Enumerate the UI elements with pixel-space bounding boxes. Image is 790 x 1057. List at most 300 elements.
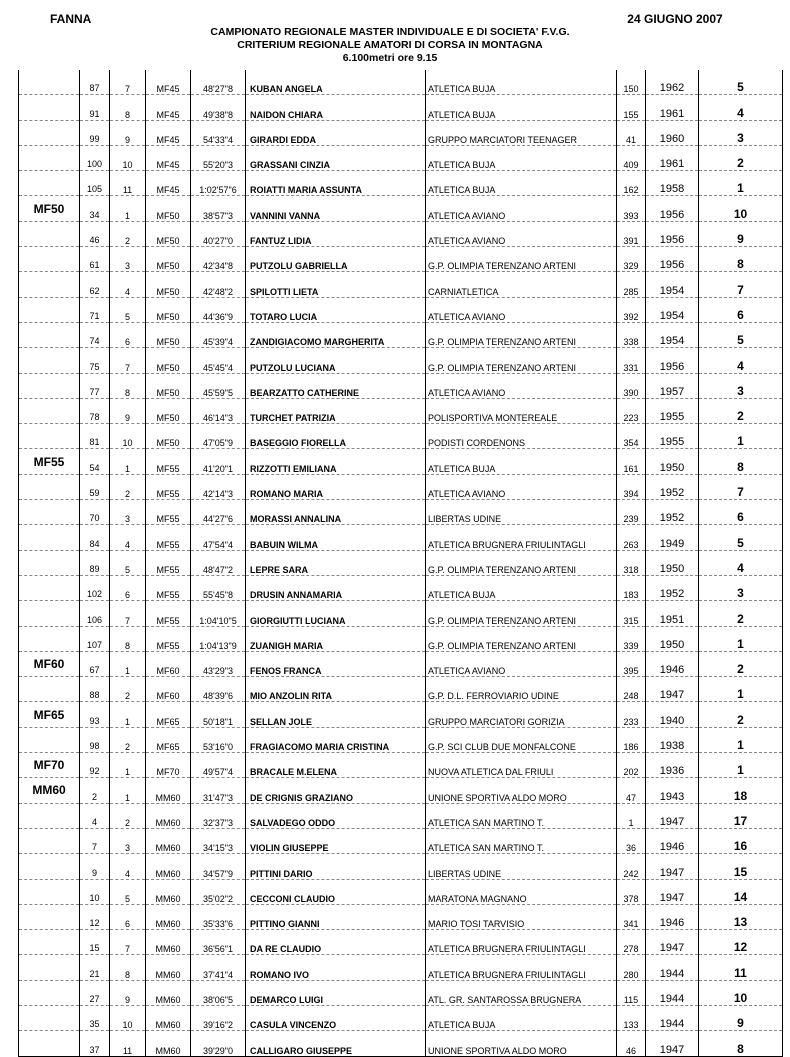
finish-time: 44'36"9 — [191, 297, 246, 322]
category-cell — [19, 980, 80, 1005]
results-table — [18, 70, 783, 1057]
category-code: MF55 — [146, 601, 191, 626]
bib-number: 54 — [80, 449, 110, 474]
club-name: NUOVA ATLETICA DAL FRIULI — [426, 753, 617, 778]
birth-year: 1954 — [646, 297, 699, 322]
bib-number: 46 — [80, 221, 110, 246]
athlete-name: CALLIGARO GIUSEPPE — [246, 1031, 426, 1056]
finish-time: 34'15"3 — [191, 828, 246, 853]
category-position: 1 — [110, 778, 146, 803]
category-cell — [19, 474, 80, 499]
bib-number: 34 — [80, 196, 110, 221]
points: 1 — [699, 677, 783, 702]
points: 2 — [699, 145, 783, 170]
club-code: 41 — [617, 120, 646, 145]
club-name: GRUPPO MARCIATORI GORIZIA — [426, 702, 617, 727]
club-code: 285 — [617, 272, 646, 297]
club-name: LIBERTAS UDINE — [426, 854, 617, 879]
finish-time: 48'47"2 — [191, 550, 246, 575]
points: 1 — [699, 753, 783, 778]
club-name: POLISPORTIVA MONTEREALE — [426, 398, 617, 423]
athlete-name: BEARZATTO CATHERINE — [246, 373, 426, 398]
table-row — [19, 626, 783, 651]
finish-time: 36'56"1 — [191, 930, 246, 955]
finish-time: 47'05"9 — [191, 424, 246, 449]
club-code: 409 — [617, 145, 646, 170]
athlete-name: TOTARO LUCIA — [246, 297, 426, 322]
club-code: 150 — [617, 70, 646, 95]
table-row — [19, 955, 783, 980]
birth-year: 1949 — [646, 525, 699, 550]
points: 4 — [699, 550, 783, 575]
table-row — [19, 1031, 783, 1056]
finish-time: 42'48"2 — [191, 272, 246, 297]
club-name: MARIO TOSI TARVISIO — [426, 904, 617, 929]
category-code: MM60 — [146, 980, 191, 1005]
club-code: 339 — [617, 626, 646, 651]
category-position: 9 — [110, 120, 146, 145]
athlete-name: SELLAN JOLE — [246, 702, 426, 727]
club-code: 233 — [617, 702, 646, 727]
athlete-name: DEMARCO LUIGI — [246, 980, 426, 1005]
athlete-name: PUTZOLU LUCIANA — [246, 348, 426, 373]
category-code: MM60 — [146, 828, 191, 853]
category-position: 7 — [110, 601, 146, 626]
finish-time: 49'57"4 — [191, 753, 246, 778]
event-title — [150, 26, 630, 65]
category-position: 5 — [110, 297, 146, 322]
table-row — [19, 702, 783, 727]
bib-number: 71 — [80, 297, 110, 322]
table-row — [19, 651, 783, 676]
club-name: MARATONA MAGNANO — [426, 879, 617, 904]
club-name: ATLETICA SAN MARTINO T. — [426, 803, 617, 828]
points: 9 — [699, 221, 783, 246]
category-position: 6 — [110, 575, 146, 600]
club-name: ATLETICA AVIANO — [426, 474, 617, 499]
club-name: G.P. OLIMPIA TERENZANO ARTENI — [426, 348, 617, 373]
bib-number: 91 — [80, 95, 110, 120]
club-name: ATLETICA BUJA — [426, 1005, 617, 1030]
birth-year: 1947 — [646, 1031, 699, 1056]
birth-year: 1956 — [646, 348, 699, 373]
athlete-name: SPILOTTI LIETA — [246, 272, 426, 297]
category-code: MF50 — [146, 322, 191, 347]
points: 11 — [699, 955, 783, 980]
points: 13 — [699, 904, 783, 929]
category-code: MM60 — [146, 1031, 191, 1056]
table-row — [19, 550, 783, 575]
athlete-name: TURCHET PATRIZIA — [246, 398, 426, 423]
athlete-name: MORASSI ANNALINA — [246, 500, 426, 525]
club-code: 278 — [617, 930, 646, 955]
category-cell — [19, 373, 80, 398]
bib-number: 77 — [80, 373, 110, 398]
table-row — [19, 373, 783, 398]
club-name: ATL. GR. SANTAROSSA BRUGNERA — [426, 980, 617, 1005]
athlete-name: SALVADEGO ODDO — [246, 803, 426, 828]
birth-year: 1952 — [646, 474, 699, 499]
category-cell — [19, 120, 80, 145]
finish-time: 55'45"8 — [191, 575, 246, 600]
club-code: 338 — [617, 322, 646, 347]
category-cell: MF65 — [19, 702, 80, 727]
category-cell — [19, 575, 80, 600]
category-code: MF65 — [146, 727, 191, 752]
category-code: MF50 — [146, 424, 191, 449]
finish-time: 50'18"1 — [191, 702, 246, 727]
category-position: 2 — [110, 474, 146, 499]
club-code: 318 — [617, 550, 646, 575]
points: 14 — [699, 879, 783, 904]
category-code: MF45 — [146, 70, 191, 95]
table-row — [19, 904, 783, 929]
birth-year: 1944 — [646, 980, 699, 1005]
club-code: 186 — [617, 727, 646, 752]
athlete-name: FENOS FRANCA — [246, 651, 426, 676]
birth-year: 1946 — [646, 651, 699, 676]
category-position: 8 — [110, 95, 146, 120]
club-code: 242 — [617, 854, 646, 879]
birth-year: 1950 — [646, 626, 699, 651]
club-code: 36 — [617, 828, 646, 853]
category-position: 4 — [110, 854, 146, 879]
category-position: 8 — [110, 626, 146, 651]
birth-year: 1961 — [646, 145, 699, 170]
athlete-name: BABUIN WILMA — [246, 525, 426, 550]
category-cell — [19, 272, 80, 297]
bib-number: 105 — [80, 171, 110, 196]
table-row — [19, 221, 783, 246]
category-position: 1 — [110, 196, 146, 221]
bib-number: 59 — [80, 474, 110, 499]
finish-time: 1:02'57"6 — [191, 171, 246, 196]
birth-year: 1961 — [646, 95, 699, 120]
table-row — [19, 1005, 783, 1030]
table-row — [19, 95, 783, 120]
bib-number: 102 — [80, 575, 110, 600]
athlete-name: CECCONI CLAUDIO — [246, 879, 426, 904]
finish-time: 40'27"0 — [191, 221, 246, 246]
bib-number: 74 — [80, 322, 110, 347]
title-line-2: CRITERIUM REGIONALE AMATORI DI CORSA IN MONTAGNA — [237, 39, 543, 51]
points: 8 — [699, 449, 783, 474]
birth-year: 1938 — [646, 727, 699, 752]
points: 8 — [699, 247, 783, 272]
category-code: MM60 — [146, 803, 191, 828]
birth-year: 1952 — [646, 500, 699, 525]
finish-time: 47'54"4 — [191, 525, 246, 550]
category-cell — [19, 904, 80, 929]
athlete-name: ROMANO IVO — [246, 955, 426, 980]
club-code: 392 — [617, 297, 646, 322]
birth-year: 1954 — [646, 272, 699, 297]
birth-year: 1944 — [646, 1005, 699, 1030]
points: 2 — [699, 651, 783, 676]
finish-time: 1:04'13"9 — [191, 626, 246, 651]
category-code: MF50 — [146, 348, 191, 373]
event-date: 24 GIUGNO 2007 — [627, 12, 723, 26]
category-code: MM60 — [146, 778, 191, 803]
points: 1 — [699, 626, 783, 651]
birth-year: 1962 — [646, 70, 699, 95]
category-code: MF55 — [146, 550, 191, 575]
category-code: MF60 — [146, 677, 191, 702]
category-code: MF55 — [146, 474, 191, 499]
finish-time: 44'27"6 — [191, 500, 246, 525]
club-name: G.P. OLIMPIA TERENZANO ARTENI — [426, 626, 617, 651]
birth-year: 1954 — [646, 322, 699, 347]
athlete-name: ROIATTI MARIA ASSUNTA — [246, 171, 426, 196]
bib-number: 35 — [80, 1005, 110, 1030]
athlete-name: ROMANO MARIA — [246, 474, 426, 499]
category-code: MF45 — [146, 95, 191, 120]
category-position: 2 — [110, 677, 146, 702]
points: 17 — [699, 803, 783, 828]
points: 1 — [699, 424, 783, 449]
club-code: 329 — [617, 247, 646, 272]
points: 5 — [699, 70, 783, 95]
club-name: G.P. OLIMPIA TERENZANO ARTENI — [426, 550, 617, 575]
table-row — [19, 196, 783, 221]
birth-year: 1947 — [646, 803, 699, 828]
category-cell — [19, 930, 80, 955]
bib-number: 61 — [80, 247, 110, 272]
athlete-name: GRASSANI CINZIA — [246, 145, 426, 170]
category-position: 9 — [110, 980, 146, 1005]
category-position: 7 — [110, 930, 146, 955]
category-cell: MF50 — [19, 196, 80, 221]
club-name: ATLETICA BRUGNERA FRIULINTAGLI — [426, 930, 617, 955]
athlete-name: ZUANIGH MARIA — [246, 626, 426, 651]
category-code: MM60 — [146, 854, 191, 879]
club-code: 46 — [617, 1031, 646, 1056]
category-cell — [19, 424, 80, 449]
athlete-name: ZANDIGIACOMO MARGHERITA — [246, 322, 426, 347]
birth-year: 1940 — [646, 702, 699, 727]
athlete-name: FRAGIACOMO MARIA CRISTINA — [246, 727, 426, 752]
category-code: MF55 — [146, 626, 191, 651]
athlete-name: PITTINO GIANNI — [246, 904, 426, 929]
category-code: MF65 — [146, 702, 191, 727]
club-code: 280 — [617, 955, 646, 980]
bib-number: 15 — [80, 930, 110, 955]
athlete-name: NAIDON CHIARA — [246, 95, 426, 120]
birth-year: 1947 — [646, 930, 699, 955]
birth-year: 1955 — [646, 424, 699, 449]
birth-year: 1958 — [646, 171, 699, 196]
bib-number: 87 — [80, 70, 110, 95]
category-position: 6 — [110, 322, 146, 347]
category-code: MF50 — [146, 297, 191, 322]
birth-year: 1947 — [646, 854, 699, 879]
club-name: ATLETICA BUJA — [426, 70, 617, 95]
points: 10 — [699, 980, 783, 1005]
points: 7 — [699, 474, 783, 499]
category-cell — [19, 955, 80, 980]
category-position: 6 — [110, 904, 146, 929]
club-code: 393 — [617, 196, 646, 221]
bib-number: 93 — [80, 702, 110, 727]
athlete-name: KUBAN ANGELA — [246, 70, 426, 95]
category-position: 5 — [110, 879, 146, 904]
table-row — [19, 120, 783, 145]
table-row — [19, 803, 783, 828]
category-cell — [19, 70, 80, 95]
finish-time: 45'39"4 — [191, 322, 246, 347]
birth-year: 1951 — [646, 601, 699, 626]
club-code: 133 — [617, 1005, 646, 1030]
birth-year: 1950 — [646, 550, 699, 575]
location: FANNA — [50, 12, 92, 26]
points: 18 — [699, 778, 783, 803]
birth-year: 1957 — [646, 373, 699, 398]
birth-year: 1944 — [646, 955, 699, 980]
category-position: 4 — [110, 525, 146, 550]
birth-year: 1943 — [646, 778, 699, 803]
athlete-name: PITTINI DARIO — [246, 854, 426, 879]
club-code: 391 — [617, 221, 646, 246]
club-name: LIBERTAS UDINE — [426, 500, 617, 525]
points: 5 — [699, 525, 783, 550]
club-name: G.P. OLIMPIA TERENZANO ARTENI — [426, 247, 617, 272]
club-name: ATLETICA SAN MARTINO T. — [426, 828, 617, 853]
club-name: ATLETICA BUJA — [426, 95, 617, 120]
category-cell — [19, 854, 80, 879]
category-cell — [19, 95, 80, 120]
finish-time: 34'57"9 — [191, 854, 246, 879]
category-code: MF50 — [146, 373, 191, 398]
athlete-name: LEPRE SARA — [246, 550, 426, 575]
category-code: MF45 — [146, 145, 191, 170]
finish-time: 45'45"4 — [191, 348, 246, 373]
category-cell — [19, 348, 80, 373]
birth-year: 1947 — [646, 879, 699, 904]
club-code: 378 — [617, 879, 646, 904]
category-cell — [19, 601, 80, 626]
finish-time: 32'37"3 — [191, 803, 246, 828]
category-position: 3 — [110, 247, 146, 272]
bib-number: 107 — [80, 626, 110, 651]
bib-number: 100 — [80, 145, 110, 170]
table-row — [19, 778, 783, 803]
club-code: 162 — [617, 171, 646, 196]
category-position: 9 — [110, 398, 146, 423]
category-code: MF70 — [146, 753, 191, 778]
finish-time: 42'14"3 — [191, 474, 246, 499]
category-position: 10 — [110, 424, 146, 449]
category-code: MF45 — [146, 120, 191, 145]
category-code: MF55 — [146, 449, 191, 474]
category-cell: MF55 — [19, 449, 80, 474]
club-code: 47 — [617, 778, 646, 803]
points: 7 — [699, 272, 783, 297]
points: 12 — [699, 930, 783, 955]
category-position: 11 — [110, 1031, 146, 1056]
finish-time: 48'27"8 — [191, 70, 246, 95]
club-code: 161 — [617, 449, 646, 474]
bib-number: 81 — [80, 424, 110, 449]
category-position: 2 — [110, 221, 146, 246]
club-name: ATLETICA BUJA — [426, 575, 617, 600]
table-row — [19, 272, 783, 297]
club-name: ATLETICA AVIANO — [426, 297, 617, 322]
category-position: 1 — [110, 651, 146, 676]
category-position: 10 — [110, 145, 146, 170]
club-name: G.P. D.L. FERROVIARIO UDINE — [426, 677, 617, 702]
finish-time: 38'57"3 — [191, 196, 246, 221]
points: 6 — [699, 500, 783, 525]
club-code: 390 — [617, 373, 646, 398]
points: 5 — [699, 322, 783, 347]
table-row — [19, 348, 783, 373]
category-code: MM60 — [146, 955, 191, 980]
finish-time: 46'14"3 — [191, 398, 246, 423]
category-code: MF50 — [146, 221, 191, 246]
club-code: 354 — [617, 424, 646, 449]
club-code: 315 — [617, 601, 646, 626]
points: 10 — [699, 196, 783, 221]
category-cell — [19, 677, 80, 702]
club-code: 248 — [617, 677, 646, 702]
bib-number: 67 — [80, 651, 110, 676]
club-code: 394 — [617, 474, 646, 499]
finish-time: 48'39"6 — [191, 677, 246, 702]
bib-number: 98 — [80, 727, 110, 752]
club-code: 202 — [617, 753, 646, 778]
finish-time: 1:04'10"5 — [191, 601, 246, 626]
finish-time: 45'59"5 — [191, 373, 246, 398]
category-position: 5 — [110, 550, 146, 575]
athlete-name: DRUSIN ANNAMARIA — [246, 575, 426, 600]
club-code: 223 — [617, 398, 646, 423]
points: 3 — [699, 120, 783, 145]
club-name: GRUPPO MARCIATORI TEENAGER — [426, 120, 617, 145]
athlete-name: BRACALE M.ELENA — [246, 753, 426, 778]
category-code: MM60 — [146, 904, 191, 929]
finish-time: 53'16"0 — [191, 727, 246, 752]
finish-time: 35'02"2 — [191, 879, 246, 904]
birth-year: 1936 — [646, 753, 699, 778]
athlete-name: GIORGIUTTI LUCIANA — [246, 601, 426, 626]
birth-year: 1955 — [646, 398, 699, 423]
club-name: G.P. OLIMPIA TERENZANO ARTENI — [426, 322, 617, 347]
club-name: ATLETICA BRUGNERA FRIULINTAGLI — [426, 525, 617, 550]
category-cell — [19, 1031, 80, 1056]
table-row — [19, 575, 783, 600]
table-row — [19, 500, 783, 525]
table-row — [19, 247, 783, 272]
club-name: ATLETICA BUJA — [426, 145, 617, 170]
category-code: MF55 — [146, 525, 191, 550]
bib-number: 88 — [80, 677, 110, 702]
club-name: CARNIATLETICA — [426, 272, 617, 297]
finish-time: 31'47"3 — [191, 778, 246, 803]
birth-year: 1950 — [646, 449, 699, 474]
category-position: 7 — [110, 348, 146, 373]
points: 2 — [699, 398, 783, 423]
category-cell — [19, 247, 80, 272]
bib-number: 9 — [80, 854, 110, 879]
athlete-name: DA RE CLAUDIO — [246, 930, 426, 955]
category-code: MF60 — [146, 651, 191, 676]
category-cell — [19, 803, 80, 828]
bib-number: 21 — [80, 955, 110, 980]
finish-time: 39'16"2 — [191, 1005, 246, 1030]
category-code: MM60 — [146, 1005, 191, 1030]
table-row — [19, 525, 783, 550]
table-row — [19, 297, 783, 322]
